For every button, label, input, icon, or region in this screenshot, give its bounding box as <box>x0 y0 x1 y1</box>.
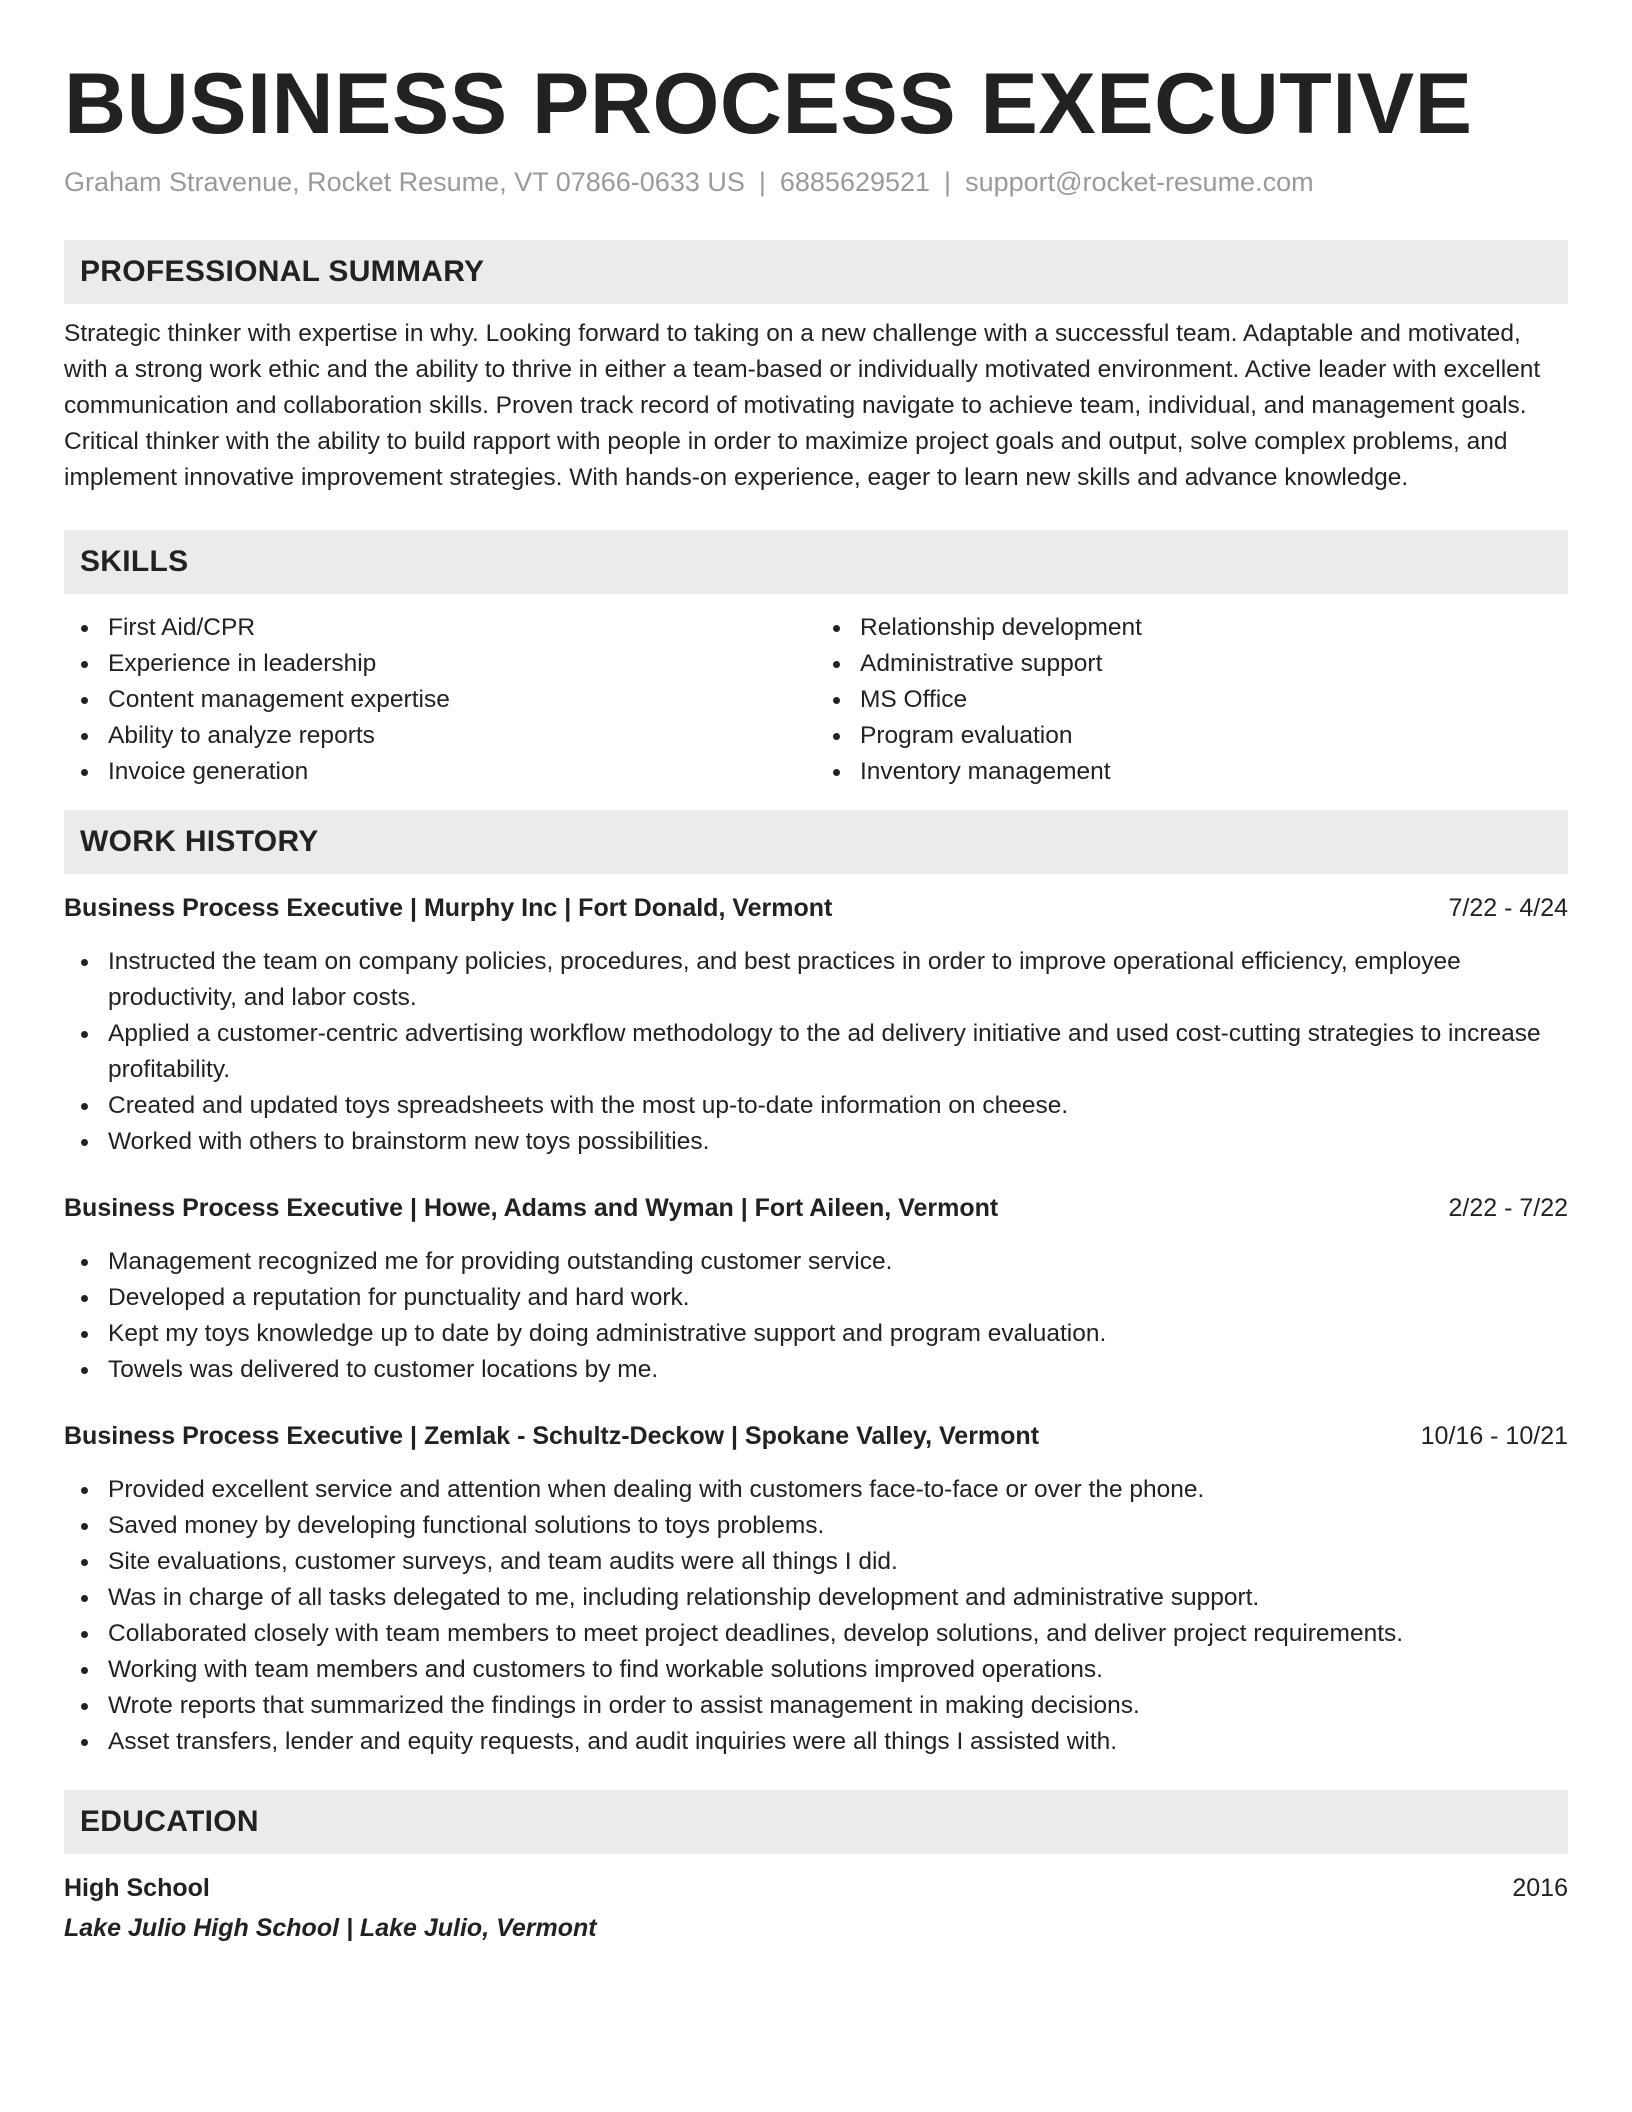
job-dates: 2/22 - 7/22 <box>1448 1194 1568 1222</box>
contact-address: Graham Stravenue, Rocket Resume, VT 07866-0633 US <box>64 167 745 197</box>
skills-grid <box>64 610 1568 790</box>
education-degree: High School <box>64 1874 210 1902</box>
job-header <box>64 1418 1568 1454</box>
job-bullet: Worked with others to brainstorm new toys possibilities. <box>108 1124 1568 1160</box>
skill-item: Relationship development <box>860 610 1568 646</box>
contact-email[interactable]: support@rocket-resume.com <box>965 167 1314 197</box>
skill-item: Experience in leadership <box>108 646 816 682</box>
job-entry <box>64 1190 1568 1388</box>
job-bullets <box>64 1472 1568 1760</box>
job-bullet: Was in charge of all tasks delegated to me, including relationship development and administrative support. <box>108 1580 1568 1616</box>
job-bullet: Asset transfers, lender and equity requests, and audit inquiries were all things I assisted with. <box>108 1724 1568 1760</box>
summary-text: Strategic thinker with expertise in why. Looking forward to taking on a new challenge with a successful team. Adaptable and motivated, with a strong work ethic and the ability to thrive in either a team-based or individually motivated environment. Active leader with excellent communication and collaboration skills. Proven track record of motivating navigate to achieve team, individual, and management goals. Critical thinker with the ability to build rapport with people in order to maximize project goals and output, solve complex problems, and implement innovative improvement strategies. With hands-on experience, eager to learn new skills and advance knowledge. <box>64 320 1541 491</box>
skill-item: Invoice generation <box>108 754 816 790</box>
job-bullet: Saved money by developing functional solutions to toys problems. <box>108 1508 1568 1544</box>
job-bullet: Applied a customer-centric advertising workflow methodology to the ad delivery initiative and used cost-cutting strategies to increase profitability. <box>108 1016 1568 1088</box>
skill-item: MS Office <box>860 682 1568 718</box>
skill-item: Content management expertise <box>108 682 816 718</box>
education-header <box>64 1870 1568 1906</box>
job-bullet: Created and updated toys spreadsheets with the most up-to-date information on cheese. <box>108 1088 1568 1124</box>
contact-phone: 6885629521 <box>779 167 931 197</box>
education-year: 2016 <box>1512 1874 1568 1902</box>
job-bullets <box>64 944 1568 1160</box>
job-header <box>64 1190 1568 1226</box>
job-title: Business Process Executive | Murphy Inc | Fort Donald, Vermont <box>64 894 833 922</box>
education-entry <box>64 1870 1568 1946</box>
job-entry <box>64 890 1568 1160</box>
contact-separator: | <box>944 167 952 197</box>
resume-name: BUSINESS PROCESS EXECUTIVE <box>64 56 1473 152</box>
job-bullets <box>64 1244 1568 1388</box>
job-bullet: Kept my toys knowledge up to date by doing administrative support and program evaluation. <box>108 1316 1568 1352</box>
job-bullet: Collaborated closely with team members to meet project deadlines, develop solutions, and deliver project requirements. <box>108 1616 1568 1652</box>
skill-item: Program evaluation <box>860 718 1568 754</box>
education-school: Lake Julio High School | Lake Julio, Vermont <box>64 1914 597 1942</box>
job-bullet: Developed a reputation for punctuality and hard work. <box>108 1280 1568 1316</box>
contact-separator: | <box>758 167 766 197</box>
skills-column-right <box>816 610 1568 790</box>
skill-item: Ability to analyze reports <box>108 718 816 754</box>
section-heading-summary: PROFESSIONAL SUMMARY <box>64 240 1568 304</box>
section-heading-education: EDUCATION <box>64 1790 1568 1854</box>
skill-item: Inventory management <box>860 754 1568 790</box>
job-dates: 7/22 - 4/24 <box>1448 894 1568 922</box>
job-title: Business Process Executive | Zemlak - Schultz-Deckow | Spokane Valley, Vermont <box>64 1422 1040 1450</box>
job-bullet: Wrote reports that summarized the findings in order to assist management in making decisions. <box>108 1688 1568 1724</box>
section-heading-work-history: WORK HISTORY <box>64 810 1568 874</box>
job-title: Business Process Executive | Howe, Adams and Wyman | Fort Aileen, Vermont <box>64 1194 999 1222</box>
job-bullet: Instructed the team on company policies, procedures, and best practices in order to improve operational efficiency, employee productivity, and labor costs. <box>108 944 1568 1016</box>
job-entry <box>64 1418 1568 1760</box>
skills-column-left <box>64 610 816 790</box>
skill-item: First Aid/CPR <box>108 610 816 646</box>
contact-line <box>64 164 1568 200</box>
job-bullet: Working with team members and customers to find workable solutions improved operations. <box>108 1652 1568 1688</box>
job-dates: 10/16 - 10/21 <box>1420 1422 1568 1450</box>
job-bullet: Towels was delivered to customer locations by me. <box>108 1352 1568 1388</box>
skill-item: Administrative support <box>860 646 1568 682</box>
section-heading-skills: SKILLS <box>64 530 1568 594</box>
job-header <box>64 890 1568 926</box>
job-bullet: Site evaluations, customer surveys, and team audits were all things I did. <box>108 1544 1568 1580</box>
job-bullet: Management recognized me for providing outstanding customer service. <box>108 1244 1568 1280</box>
job-bullet: Provided excellent service and attention when dealing with customers face-to-face or over the phone. <box>108 1472 1568 1508</box>
